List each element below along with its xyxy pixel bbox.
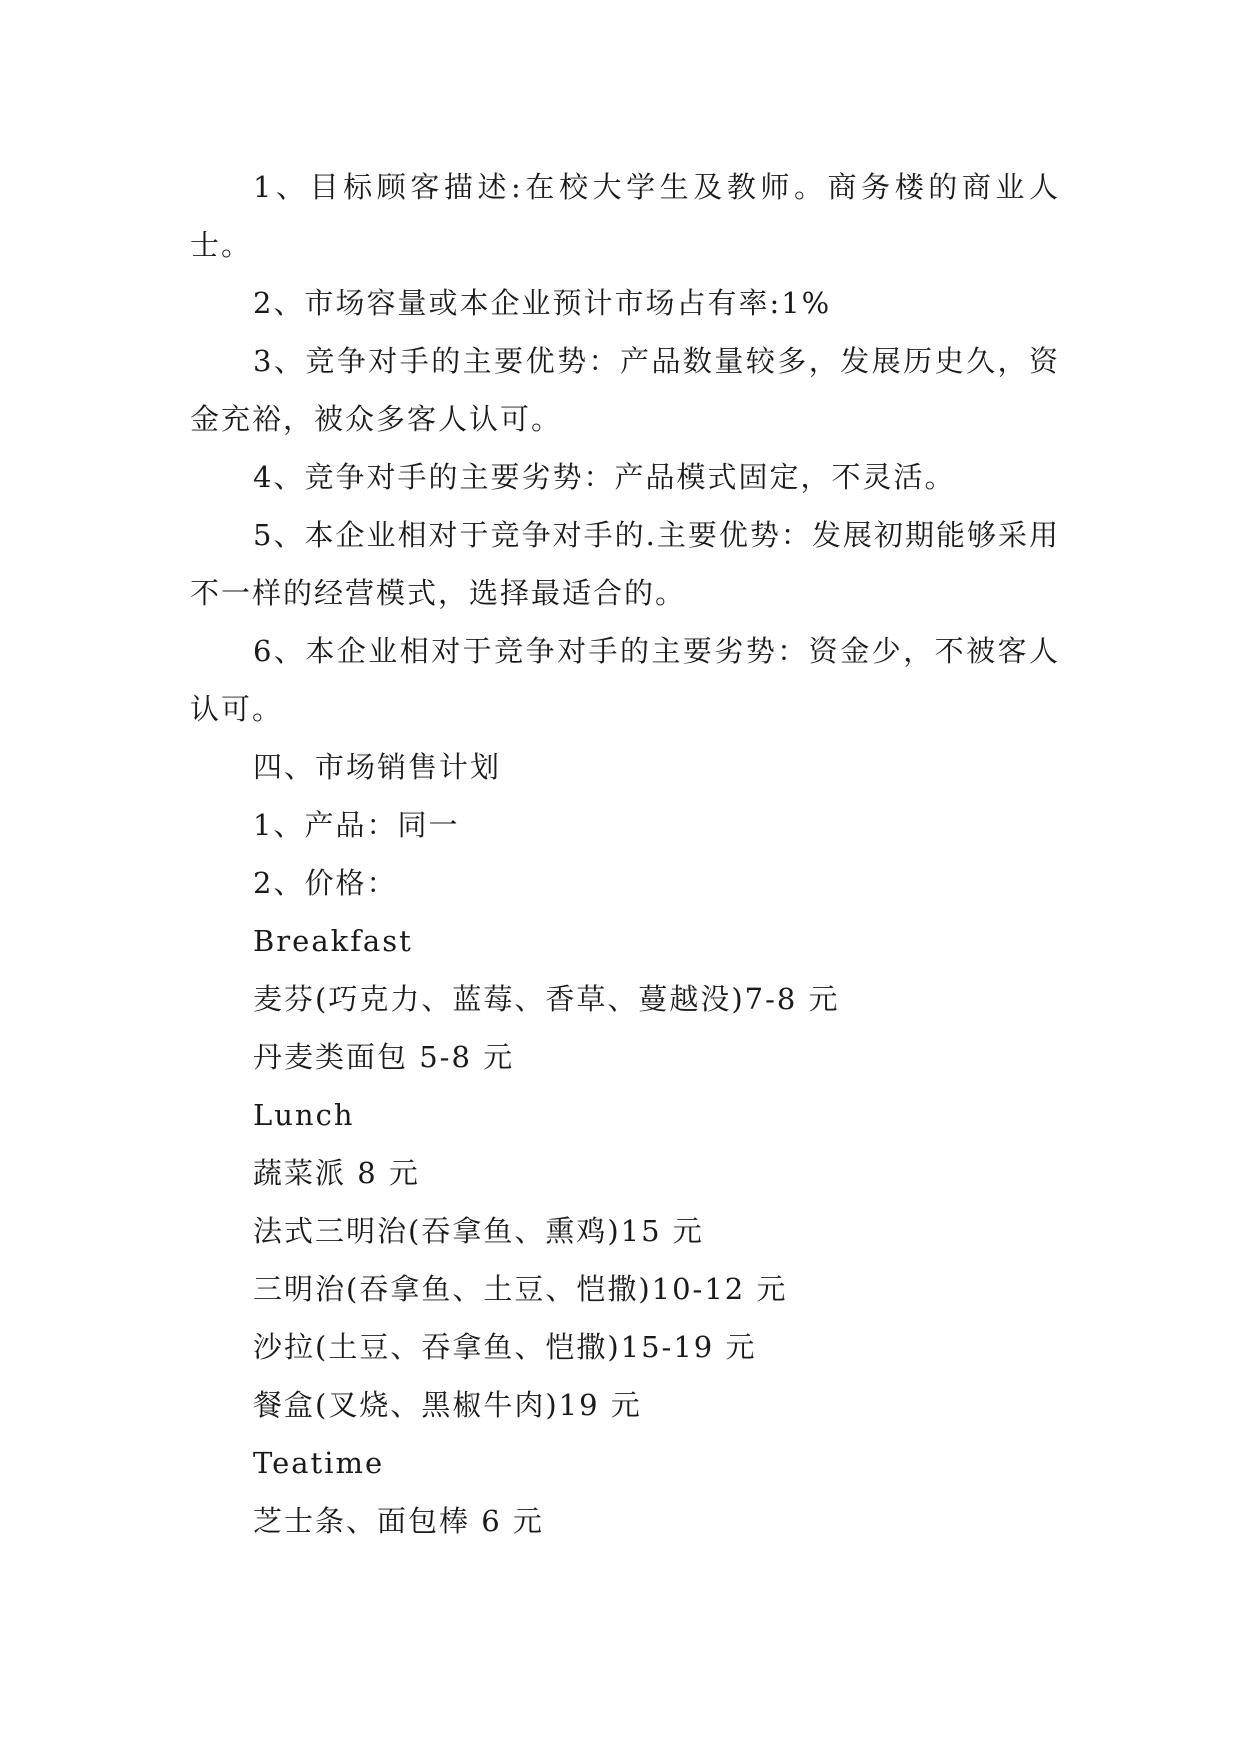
paragraph-target-customers: 1、目标顾客描述:在校大学生及教师。商务楼的商业人士。 [190, 170, 1060, 262]
paragraph-own-strengths: 5、本企业相对于竞争对手的.主要优势：发展初期能够采用不一样的经营模式，选择最适合的。 [190, 518, 1060, 610]
menu-title-teatime: Teatime [253, 1446, 385, 1480]
plan-item-price: 2、价格： [253, 866, 398, 900]
paragraph-market-share: 2、市场容量或本企业预计市场占有率:1% [253, 286, 832, 320]
plan-item-product: 1、产品：同一 [253, 808, 460, 842]
menu-item: 蔬菜派 8 元 [253, 1156, 420, 1190]
menu-title-breakfast: Breakfast [253, 924, 413, 958]
menu-title-lunch: Lunch [253, 1098, 355, 1132]
menu-item: 麦芬(巧克力、蓝莓、香草、蔓越没)7-8 元 [253, 982, 840, 1016]
paragraph-own-weaknesses: 6、本企业相对于竞争对手的主要劣势：资金少，不被客人认可。 [190, 634, 1060, 726]
menu-item: 三明治(吞拿鱼、土豆、恺撒)10-12 元 [253, 1272, 788, 1306]
menu-item: 丹麦类面包 5-8 元 [253, 1040, 515, 1074]
menu-item: 芝士条、面包棒 6 元 [253, 1504, 544, 1538]
document-body [190, 158, 1060, 1550]
paragraph-competitor-strengths: 3、竞争对手的主要优势：产品数量较多，发展历史久，资金充裕，被众多客人认可。 [190, 344, 1060, 436]
menu-item: 沙拉(土豆、吞拿鱼、恺撒)15-19 元 [253, 1330, 757, 1364]
section-heading: 四、市场销售计划 [253, 750, 502, 784]
menu-item: 法式三明治(吞拿鱼、熏鸡)15 元 [253, 1214, 704, 1248]
paragraph-competitor-weaknesses: 4、竞争对手的主要劣势：产品模式固定，不灵活。 [253, 460, 956, 494]
menu-item: 餐盒(叉烧、黑椒牛肉)19 元 [253, 1388, 642, 1422]
